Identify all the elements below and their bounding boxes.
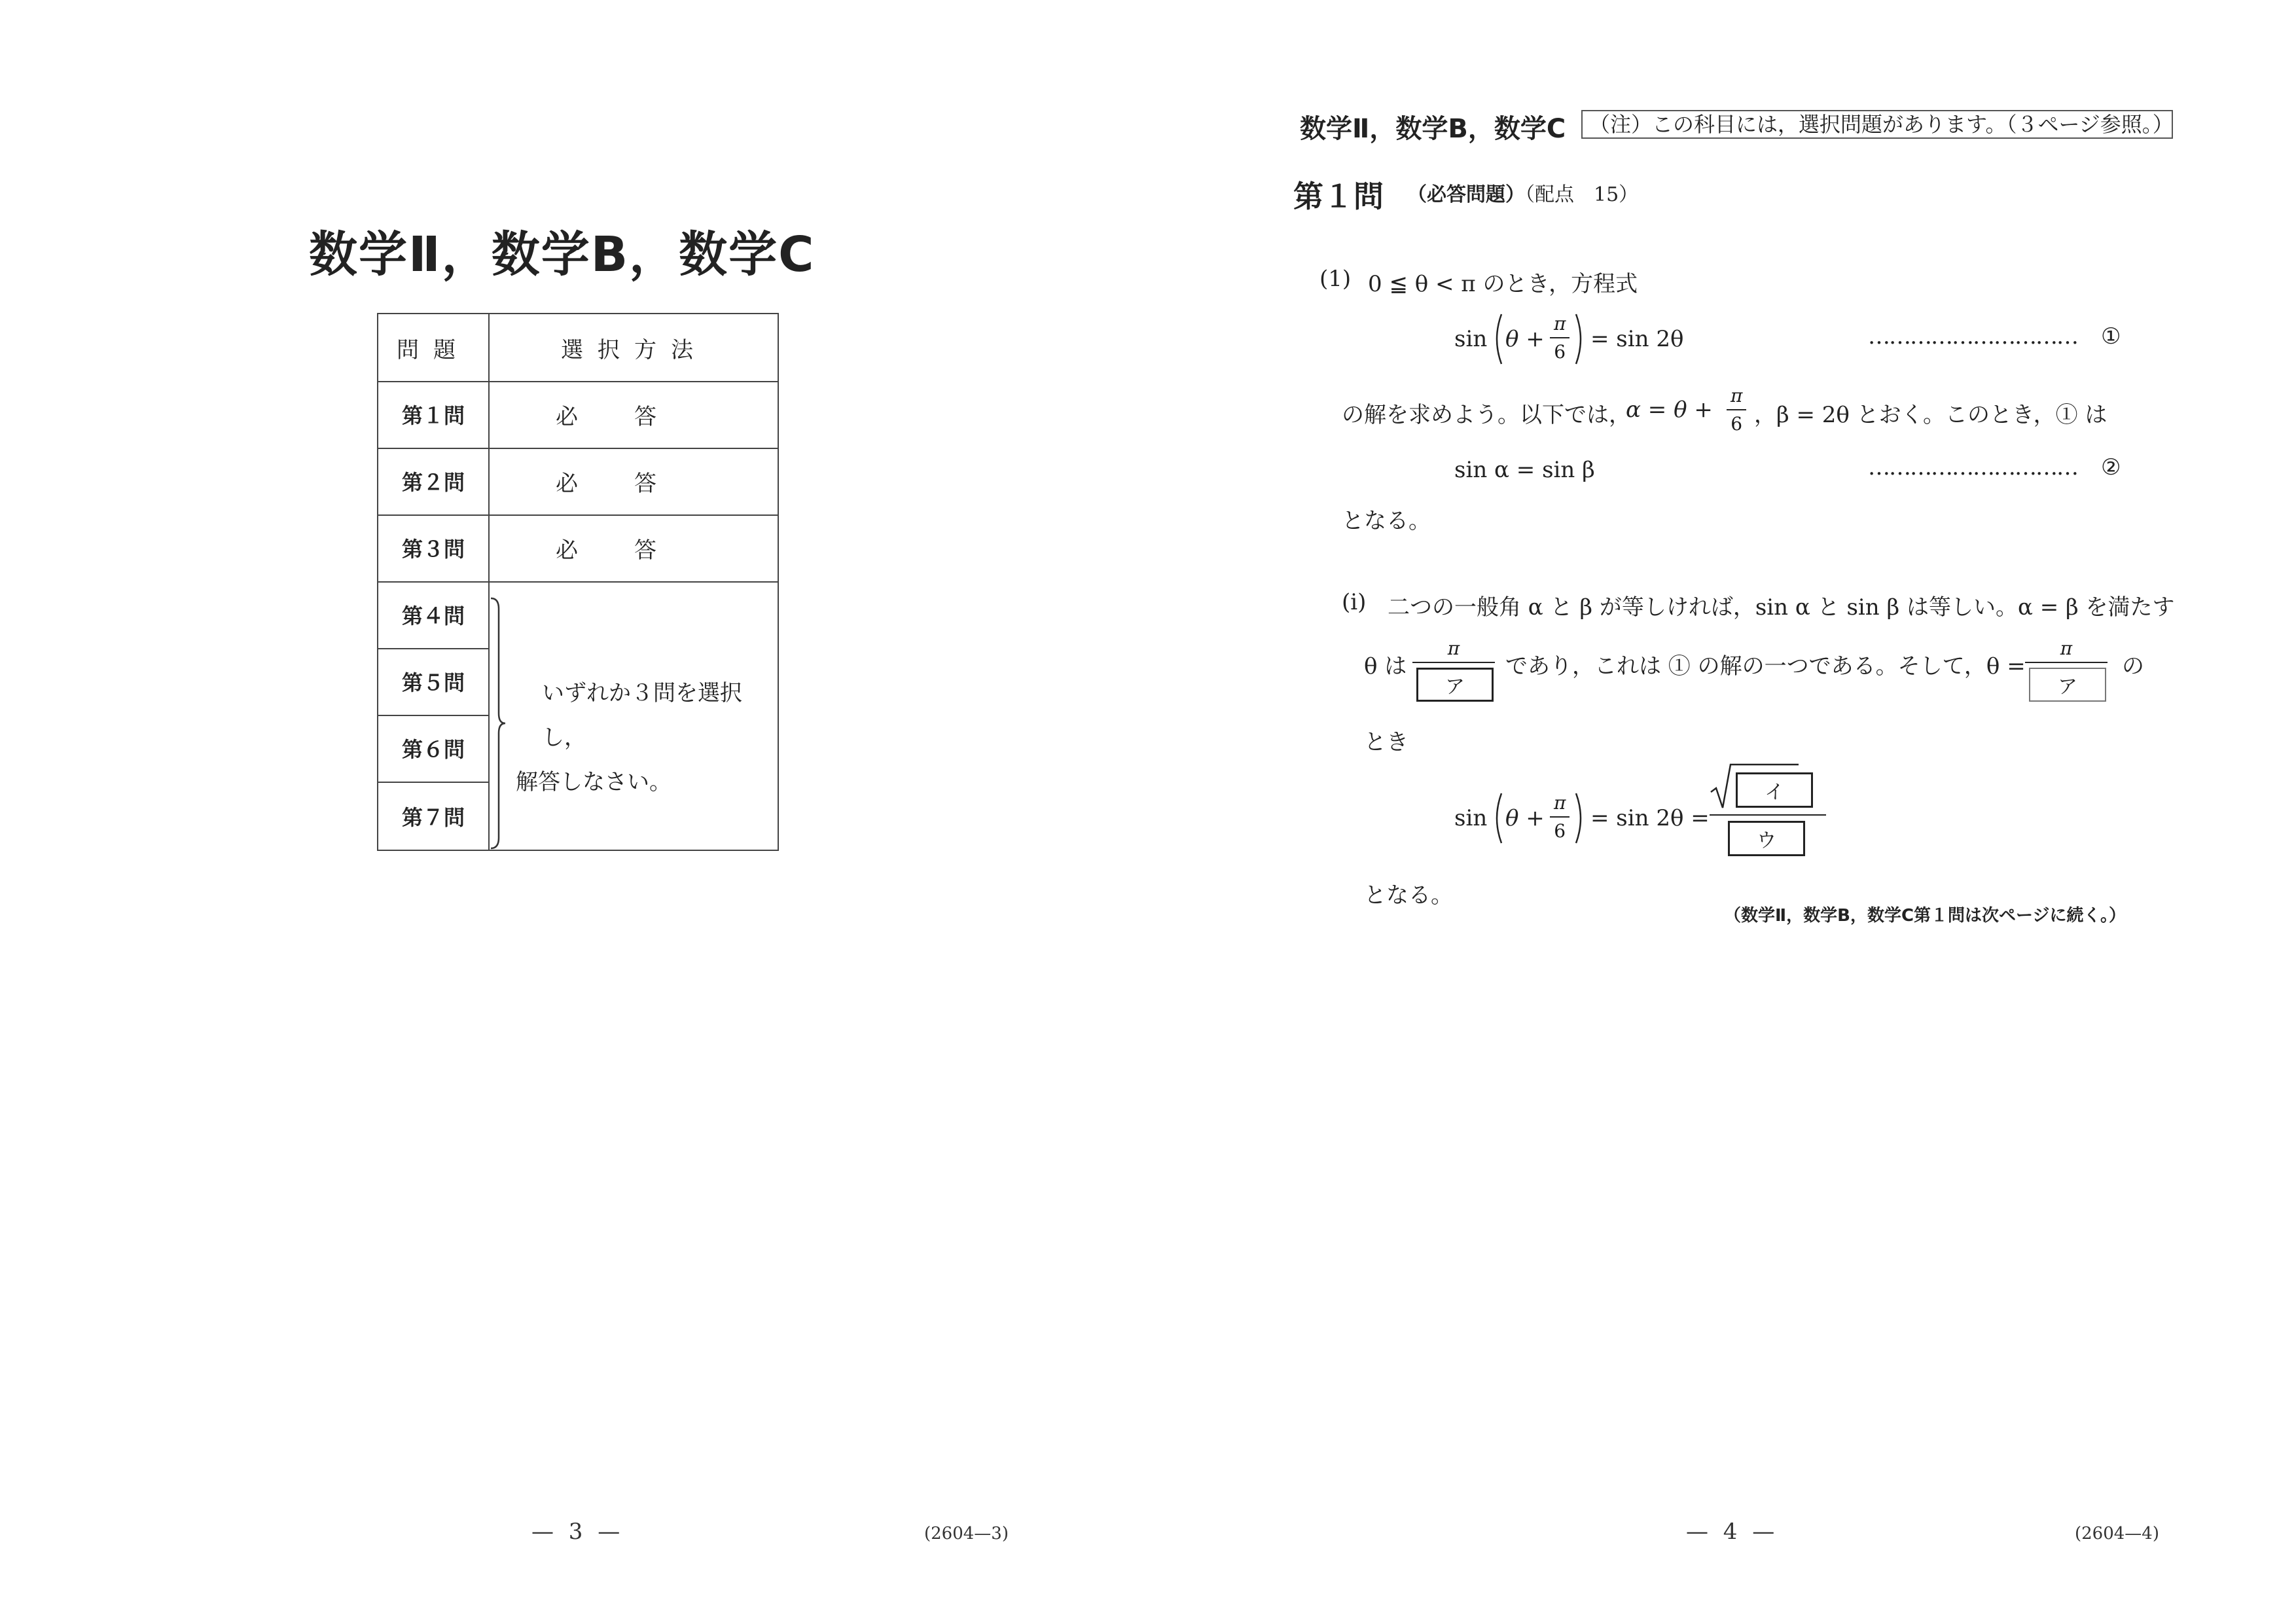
eq3-mid: = sin 2θ = xyxy=(1590,805,1710,831)
group-instruction xyxy=(516,671,778,804)
fraction-a2-num: π xyxy=(2060,638,2073,659)
group-instruction-line1: いずれか３問を選択し， xyxy=(542,680,742,751)
text-no: の xyxy=(2122,653,2144,679)
eq3-fraction xyxy=(1550,792,1570,842)
eq2-tag: ② xyxy=(2101,454,2121,480)
page-number: — 3 — xyxy=(531,1519,624,1545)
selection-note: （注）この科目には，選択問題があります。（３ページ参照。） xyxy=(1581,110,2173,139)
question-required: （必答問題） xyxy=(1407,183,1525,206)
header-problem: 問題 xyxy=(397,336,470,363)
part1-label: (1) xyxy=(1319,266,1352,292)
table-row-problem: 第１問 xyxy=(401,403,465,428)
table-row-problem: 第６問 xyxy=(401,737,465,762)
sub-i-text: 二つの一般角 α と β が等しければ，sin α と sin β は等しい。α = β を満たす xyxy=(1388,594,2175,621)
line2-frac-den: 6 xyxy=(1731,413,1743,435)
sub-i-label: (i) xyxy=(1342,589,1367,615)
eq1-frac-den: 6 xyxy=(1554,341,1566,363)
group-instruction-line2: 解答しなさい。 xyxy=(516,769,672,795)
table-row-problem: 第５問 xyxy=(401,670,465,695)
question-title: 第１問 xyxy=(1293,179,1384,214)
header-method: 選択方法 xyxy=(561,336,708,363)
eq3-theta-plus: θ + xyxy=(1505,805,1545,831)
page-code: (2604—3) xyxy=(924,1524,1009,1543)
table-row-method: 必答 xyxy=(556,470,713,497)
table-row-method: 必答 xyxy=(556,403,713,430)
selection-table xyxy=(377,313,779,851)
line2-alpha: α = θ + xyxy=(1626,397,1713,423)
eq1-fraction xyxy=(1550,313,1570,363)
text-toki: とき xyxy=(1364,729,1408,755)
eq1-dots: ………………………… xyxy=(1868,323,2077,350)
right-page xyxy=(1148,0,2296,1624)
part1-condition: 0 ≦ θ < π のとき，方程式 xyxy=(1368,271,1638,297)
left-paren-icon xyxy=(1490,792,1504,844)
right-paren-icon xyxy=(1573,792,1588,844)
answer-box-a-ref: ア xyxy=(2029,668,2106,702)
line2-text-a: の解を求めよう。以下では， xyxy=(1342,402,1631,428)
theta-ha: θ は xyxy=(1364,653,1407,679)
running-header: 数学Ⅱ，数学B，数学C xyxy=(1300,114,1566,144)
line2-fraction xyxy=(1727,385,1746,435)
eq2-dots: ………………………… xyxy=(1868,454,2077,480)
left-paren-icon xyxy=(1490,313,1504,365)
table-row-problem: 第４問 xyxy=(401,604,465,628)
eq3-frac-den: 6 xyxy=(1554,820,1566,842)
table-row-problem: 第２問 xyxy=(401,470,465,495)
line2-frac-num: π xyxy=(1731,385,1743,406)
question-points: （配点 15） xyxy=(1525,183,1639,206)
brace-icon xyxy=(488,596,508,851)
answer-box-i[interactable]: イ xyxy=(1736,772,1813,808)
continued-note: （数学Ⅱ，数学B，数学C第１問は次ページに続く。） xyxy=(1724,906,2126,926)
right-paren-icon xyxy=(1573,313,1588,365)
line2-text-b: ，β = 2θ とおく。このとき，① は xyxy=(1754,402,2108,428)
eq3-fraction-bar xyxy=(1710,814,1826,816)
answer-box-a[interactable]: ア xyxy=(1416,668,1494,702)
eq1-theta-plus: θ + xyxy=(1505,326,1545,352)
eq3-frac-num: π xyxy=(1554,792,1566,814)
eq1-frac-num: π xyxy=(1554,313,1566,334)
page-code: (2604—4) xyxy=(2075,1524,2159,1543)
eq1-tag: ① xyxy=(2101,323,2121,350)
table-row-problem: 第３問 xyxy=(401,537,465,562)
eq1-right: = sin 2θ xyxy=(1590,326,1684,352)
question-subtitle xyxy=(1407,178,1638,207)
line-naru-1: となる。 xyxy=(1342,508,1431,534)
page-number: — 4 — xyxy=(1686,1519,1779,1545)
fraction-a xyxy=(1412,638,1495,663)
eq2: sin α = sin β xyxy=(1454,457,1595,483)
eq1-sin: sin xyxy=(1454,326,1488,352)
eq3-sin: sin xyxy=(1454,805,1488,831)
text-dearu: であり，これは ① の解の一つである。そして，θ = xyxy=(1505,653,2026,679)
table-row-problem: 第７問 xyxy=(401,805,465,830)
answer-box-u[interactable]: ウ xyxy=(1728,821,1805,856)
fraction-a-num: π xyxy=(1447,638,1460,659)
subject-title: 数学Ⅱ，数学B，数学C xyxy=(309,226,816,283)
table-row-method: 必答 xyxy=(556,537,713,564)
fraction-a2 xyxy=(2025,638,2108,663)
line-naru-2: となる。 xyxy=(1364,882,1453,909)
